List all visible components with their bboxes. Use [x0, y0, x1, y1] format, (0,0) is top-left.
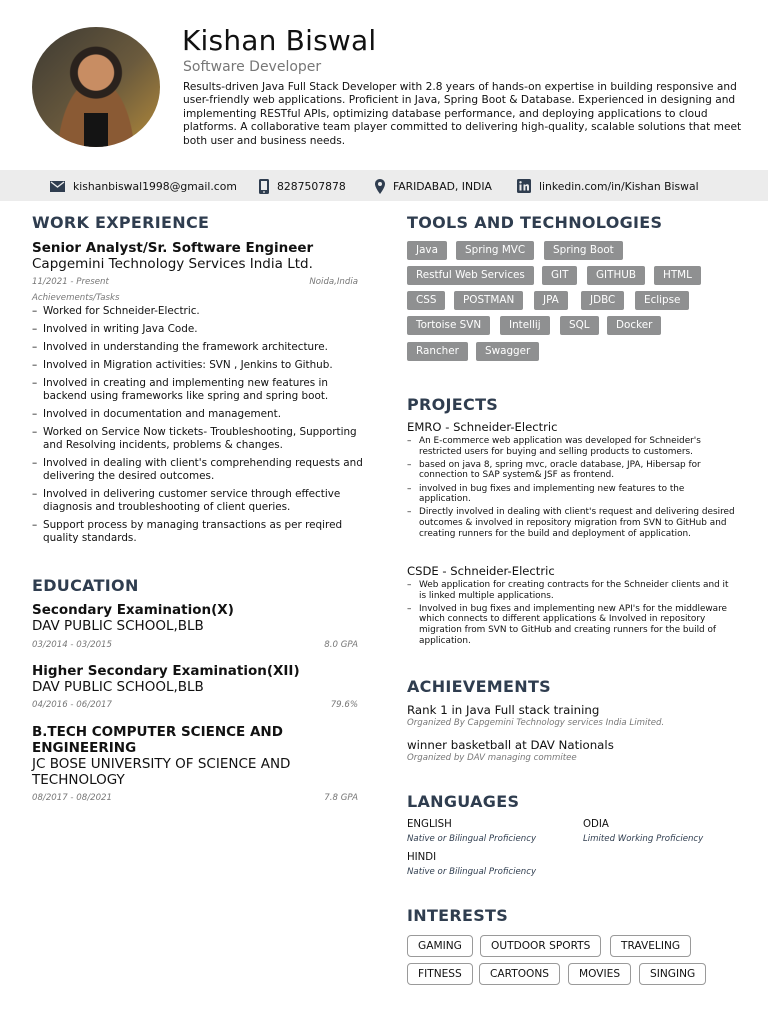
education-title: B.TECH COMPUTER SCIENCE AND ENGINEERING [32, 724, 283, 756]
interest-tag: CARTOONS [479, 963, 560, 985]
map-pin-icon [375, 179, 385, 194]
education-school: DAV PUBLIC SCHOOL,BLB [32, 679, 204, 695]
list-item: – based on java 8, spring mvc, oracle database, JPA, Hibersap for connection to SAP system& JSF as frontend. [407, 460, 737, 481]
linkedin-text: linkedin.com/in/Kishan Biswal [539, 179, 699, 193]
tasks-label: Achievements/Tasks [32, 293, 120, 303]
candidate-title: Software Developer [183, 59, 322, 75]
skill-tag: Docker [607, 316, 661, 335]
skill-tag: Eclipse [635, 291, 689, 310]
list-item: – Directly involved in dealing with client's request and delivering desired outcomes & involved in repository migration from SVN to GitHub and creating runners for the build and deployment of application. [407, 507, 737, 539]
interest-tag: MOVIES [568, 963, 631, 985]
project-bullet-list [407, 580, 737, 649]
achievement-organizer: Organized By Capgemini Technology services India Limited. [407, 718, 665, 728]
language-name: ODIA [583, 819, 609, 830]
job-location: Noida,India [309, 277, 358, 287]
phone-icon [259, 179, 269, 194]
work-experience-heading: WORK EXPERIENCE [32, 213, 210, 232]
skill-tag: Spring Boot [544, 241, 623, 260]
job-title: Senior Analyst/Sr. Software Engineer [32, 240, 314, 256]
list-item: – Web application for creating contracts for the Schneider clients and it is linked multiple applications. [407, 580, 737, 601]
list-item: – Worked on Service Now tickets- Troubleshooting, Supporting and Resolving incidents, problems & changes. [32, 426, 367, 452]
project-bullet-list [407, 436, 737, 542]
skill-tag: Tortoise SVN [407, 316, 490, 335]
contact-location [375, 178, 492, 194]
language-level: Native or Bilingual Proficiency [407, 867, 537, 877]
list-item: – Involved in understanding the framework architecture. [32, 341, 367, 354]
linkedin-icon [517, 179, 531, 193]
skill-tag: POSTMAN [454, 291, 523, 310]
list-item: – An E-commerce web application was developed for Schneider's restricted users for buying and selling products to customers. [407, 436, 737, 457]
interest-tag: GAMING [407, 935, 473, 957]
language-level: Limited Working Proficiency [583, 834, 704, 844]
project-title: CSDE - Schneider-Electric [407, 564, 555, 578]
list-item: – Involved in dealing with client's comprehending requests and delivering the desired outcomes. [32, 457, 367, 483]
skill-tag: GITHUB [587, 266, 645, 285]
list-item: – involved in bug fixes and implementing new features to the application. [407, 484, 737, 505]
list-item: – Involved in writing Java Code. [32, 323, 367, 336]
task-list [32, 305, 367, 550]
skill-tag: CSS [407, 291, 445, 310]
candidate-name: Kishan Biswal [182, 24, 377, 57]
skill-tag: JDBC [581, 291, 624, 310]
education-dates: 08/2017 - 08/2021 [32, 793, 112, 803]
projects-heading: PROJECTS [407, 395, 499, 414]
skill-tag: Rancher [407, 342, 468, 361]
skill-tag: SQL [560, 316, 599, 335]
contact-email[interactable] [50, 178, 237, 194]
education-title: Higher Secondary Examination(XII) [32, 663, 300, 679]
list-item: – Involved in bug fixes and implementing new API's for the middleware which connects to different applications & Involved in repository migration from SVN to GitHub and creating runners for the build of application. [407, 604, 737, 646]
contact-linkedin[interactable] [517, 178, 699, 194]
interests-heading: INTERESTS [407, 906, 509, 925]
achievement-title: Rank 1 in Java Full stack training [407, 703, 600, 717]
interest-tag: FITNESS [407, 963, 473, 985]
language-name: ENGLISH [407, 819, 452, 830]
list-item: – Involved in delivering customer service through effective diagnosis and troubleshooting of client queries. [32, 488, 367, 514]
location-text: FARIDABAD, INDIA [393, 179, 492, 193]
skill-tag: Swagger [476, 342, 539, 361]
tools-heading: TOOLS AND TECHNOLOGIES [407, 213, 663, 232]
education-title: Secondary Examination(X) [32, 602, 234, 618]
interest-tag: TRAVELING [610, 935, 691, 957]
skill-tag: Spring MVC [456, 241, 534, 260]
job-dates: 11/2021 - Present [32, 277, 109, 287]
summary-text: Results-driven Java Full Stack Developer with 2.8 years of hands-on expertise in building responsive and user-friendly web applications. Proficient in Java, Spring Boot & Database. Experienced in designing and implementing RESTful APIs, optimizing database performance, and deploying applications to cloud platforms. A collaborative team player committed to delivering high-quality, scalable solutions that meet both user and business needs. [183, 81, 742, 147]
skill-tag: JPA [534, 291, 568, 310]
education-heading: EDUCATION [32, 576, 139, 595]
education-score: 7.8 GPA [324, 793, 358, 803]
skill-tag: GIT [542, 266, 577, 285]
list-item: – Involved in documentation and management. [32, 408, 367, 421]
phone-text: 8287507878 [277, 179, 346, 193]
achievements-heading: ACHIEVEMENTS [407, 677, 551, 696]
interest-tag: SINGING [639, 963, 706, 985]
email-text: kishanbiswal1998@gmail.com [73, 179, 237, 193]
achievement-organizer: Organized by DAV managing commitee [407, 753, 577, 763]
contact-phone[interactable] [259, 178, 346, 194]
skill-tag: Java [407, 241, 447, 260]
education-school: DAV PUBLIC SCHOOL,BLB [32, 618, 204, 634]
list-item: – Worked for Schneider-Electric. [32, 305, 367, 318]
skill-tag: Intellij [500, 316, 550, 335]
profile-photo [32, 27, 160, 147]
achievement-title: winner basketball at DAV Nationals [407, 738, 614, 752]
education-school: JC BOSE UNIVERSITY OF SCIENCE AND TECHNOLOGY [32, 756, 291, 788]
education-score: 79.6% [330, 700, 358, 710]
skill-tag: HTML [654, 266, 701, 285]
interest-tag: OUTDOOR SPORTS [480, 935, 601, 957]
project-title: EMRO - Schneider-Electric [407, 420, 558, 434]
skill-tag: Restful Web Services [407, 266, 534, 285]
company-name: Capgemini Technology Services India Ltd. [32, 256, 313, 272]
list-item: – Support process by managing transactions as per reqired quality standards. [32, 519, 367, 545]
list-item: – Involved in creating and implementing new features in backend using frameworks like spring and spring boot. [32, 377, 367, 403]
education-dates: 04/2016 - 06/2017 [32, 700, 112, 710]
languages-heading: LANGUAGES [407, 792, 520, 811]
education-dates: 03/2014 - 03/2015 [32, 640, 112, 650]
list-item: – Involved in Migration activities: SVN , Jenkins to Github. [32, 359, 367, 372]
language-name: HINDI [407, 852, 437, 863]
education-score: 8.0 GPA [324, 640, 358, 650]
language-level: Native or Bilingual Proficiency [407, 834, 537, 844]
envelope-icon [50, 181, 65, 192]
